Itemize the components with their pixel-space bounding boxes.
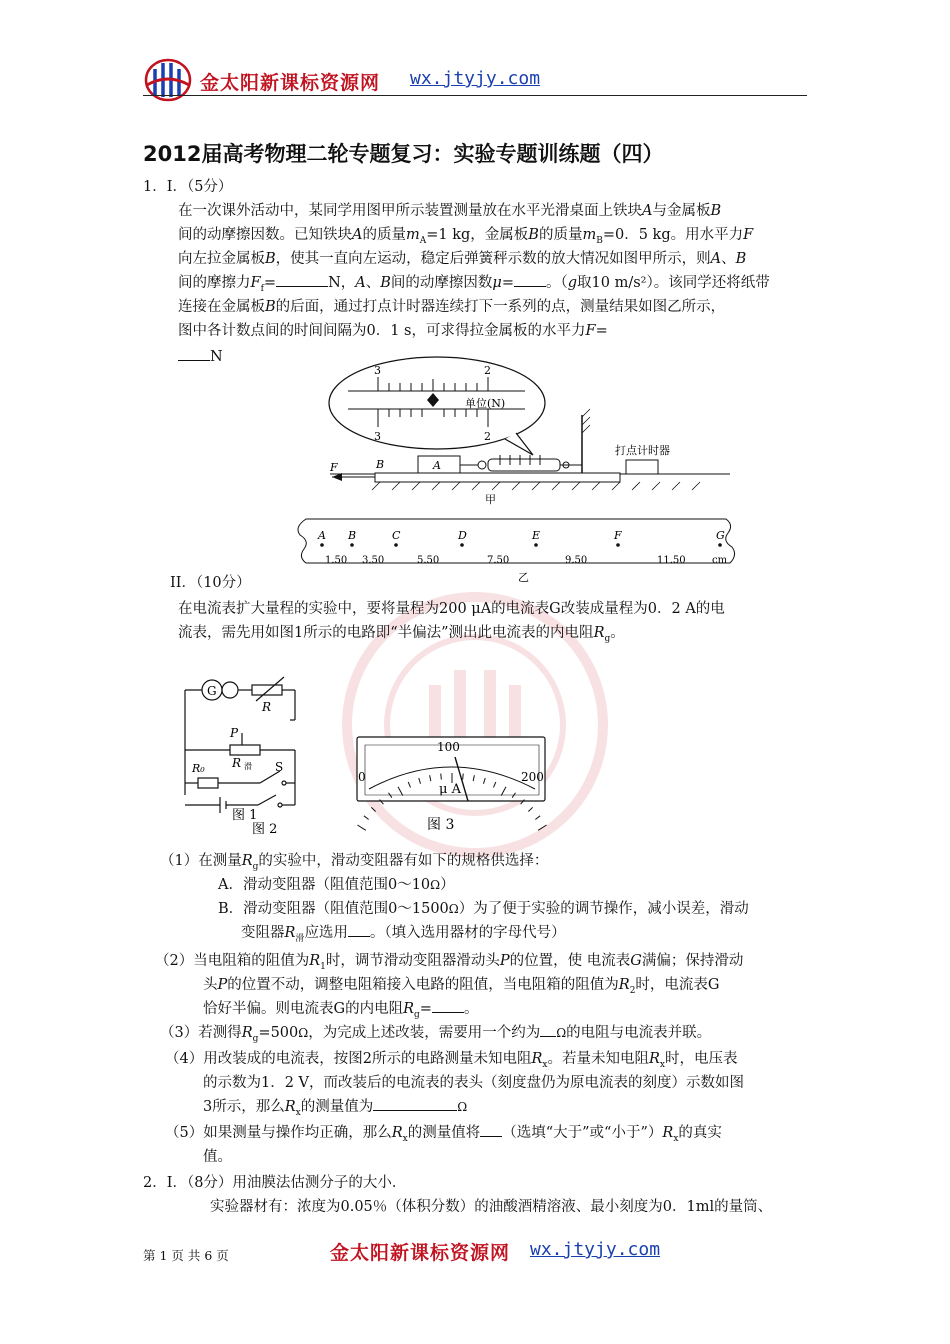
tape-distance: 9.50 xyxy=(565,555,588,566)
circuit-p: P xyxy=(230,726,239,740)
circuit-cap2: 图 2 xyxy=(252,822,278,835)
sub4-c: 3所示，那么$R_x$的测量值为 Ω xyxy=(203,1096,467,1124)
circuit-g: G xyxy=(207,684,217,698)
q1b-line1: 在电流表扩大量程的实验中，要将量程为200 μA的电流表G改装成量程为0．2 A的电 xyxy=(178,601,725,617)
tape-dot xyxy=(616,543,620,547)
meter-caption: 图 3 xyxy=(427,817,455,833)
q1-head: 1．I．（5分） xyxy=(143,179,233,195)
sub5: （5）如果测量与操作均正确，那么$R_x$的测量值将 （选填“大于”或“小于$”)R_x$的真实 xyxy=(165,1122,722,1150)
scale-top-right: 2 xyxy=(484,364,491,377)
label-A: A xyxy=(433,459,441,472)
timer-label: 打点计时器 xyxy=(615,444,670,457)
sub4: （4）用改装成的电流表，按图2所示的电路测量未知电阻$R_x$。若量未知电阻$R_x$时，电压表 xyxy=(165,1051,738,1070)
tape-point-A: A xyxy=(318,529,326,542)
label-F: F xyxy=(330,461,338,474)
figure-meter xyxy=(355,735,550,835)
caption-jia: 甲 xyxy=(485,493,496,506)
q2-line1: 实验器材有：浓度为0.05％（体积分数）的油酸酒精溶液、最小刻度为0．1ml的量筒、 xyxy=(210,1199,773,1215)
tape-point-F: F xyxy=(614,529,622,542)
meter-tick xyxy=(538,825,546,830)
q2-head: 2．I．（8分）用油膜法估测分子的大小． xyxy=(143,1175,407,1191)
sub1-b3: 变阻器$R_滑$应选用 。（填入选用器材的字母代号） xyxy=(241,922,566,950)
tape-distance: 7.50 xyxy=(487,555,510,566)
tape-dot xyxy=(320,543,324,547)
q1-line4: 间的摩擦力$F_f= N$，A、B间的动摩擦因数μ= 。（g取10 m/s²）。该同学还将纸带 xyxy=(178,272,770,300)
tape-distance: 5.50 xyxy=(417,555,440,566)
header-divider xyxy=(143,95,807,96)
tape-distance: 3.50 xyxy=(362,555,385,566)
circuit-rhua: R xyxy=(232,756,242,770)
sub1: （1）在测量$R_g$的实验中，滑动变阻器有如下的规格供选择： xyxy=(160,853,549,872)
meter-tick xyxy=(535,816,540,820)
circuit-rhua-sub: 滑 xyxy=(244,762,252,771)
meter-unit: μ A xyxy=(439,782,461,797)
unit-label: 单位(N) xyxy=(465,397,506,410)
tape-point-E: E xyxy=(532,529,541,542)
sub4-b: 的示数为1．2 V，而改装后的电流表的表头（刻度盘仍为原电流表的刻度）示数如图 xyxy=(203,1075,745,1091)
label-B: B xyxy=(376,458,385,471)
scale-bot-right: 2 xyxy=(484,430,491,443)
q1b-line2: 流表，需先用如图1所示的电路即“半偏法”测出此电流表的内电阻$R_g$。 xyxy=(178,625,625,644)
q1-line1: 在一次课外活动中，某同学用图甲所示装置测量放在水平光滑桌面上铁块A与金属板B xyxy=(178,203,722,219)
meter-max: 200 xyxy=(521,770,544,784)
meter-tick xyxy=(528,807,532,811)
tape-point-C: C xyxy=(392,529,401,542)
sub1-a: A．滑动变阻器（阻值范围0～10Ω） xyxy=(218,877,455,893)
tape-unit: cm xyxy=(712,555,728,566)
sub5-b: 值。 xyxy=(203,1149,232,1165)
scale-bot-left: 3 xyxy=(374,430,381,443)
tape-dot xyxy=(718,543,722,547)
footer-brand: 金太阳新课标资源网 xyxy=(330,1242,511,1264)
meter-min: 0 xyxy=(358,770,366,784)
q1b-head: II．（10分） xyxy=(170,575,251,591)
tape-point-G: G xyxy=(716,529,725,542)
sub2-c: 恰好半偏。则电流表G的内电阻$R_g=$ 。 xyxy=(203,998,478,1026)
sub3: （3）若测得$R_g=500\Omega$，为完成上述改装，需要用一个约为 Ω的电阻与电流表并联。 xyxy=(160,1022,711,1050)
q1-line3: 向左拉金属板B，使其一直向左运动，稳定后弹簧秤示数的放大情况如图甲所示，则A、B xyxy=(178,251,747,267)
circuit-r: R xyxy=(262,700,272,714)
tape-dot xyxy=(460,543,464,547)
sub1-b: B．滑动变阻器（阻值范围0～1500Ω）为了便于实验的调节操作，减小误差，滑动 xyxy=(218,901,749,917)
circuit-cap1: 图 1 xyxy=(232,808,258,823)
q1-line2: 间的动摩擦因数。已知铁块A的质量$m_A=1$ kg，金属板B的质量$m_B=0$．5 kg。用水平力F xyxy=(178,227,754,246)
q1-line7: N xyxy=(178,346,223,368)
tape-point-D: D xyxy=(458,529,467,542)
meter-tick xyxy=(371,807,375,811)
circuit-s: S xyxy=(275,760,284,774)
sub2-b: 头P的位置不动，调整电阻箱接入电路的阻值，当电阻箱的阻值为$R_2$时，电流表G xyxy=(203,977,720,996)
figure-jia xyxy=(320,355,740,510)
q1-line6: 图中各计数点间的时间间隔为0．1 s，可求得拉金属板的水平力F= xyxy=(178,323,608,339)
tape-dot xyxy=(350,543,354,547)
logo-icon xyxy=(143,55,193,105)
tape-distance: 1.50 xyxy=(325,555,348,566)
tape-distance: 11.50 xyxy=(657,555,686,566)
meter-tick xyxy=(441,774,442,780)
sub2: （2）当电阻箱的阻值为$R_1$时，调节滑动变阻器滑动头P的位置，使 电流表G满偏；保持滑动 xyxy=(155,953,744,972)
tape-point-B: B xyxy=(348,529,357,542)
footer-page-number: 第 1 页 共 6 页 xyxy=(143,1248,229,1263)
scale-top-left: 3 xyxy=(374,364,381,377)
figure-circuit xyxy=(180,675,325,835)
meter-tick xyxy=(357,825,365,830)
caption-yi: 乙 xyxy=(518,571,529,584)
meter-mid: 100 xyxy=(437,740,460,754)
meter-tick xyxy=(463,774,464,780)
tape-dot xyxy=(394,543,398,547)
tape-dot xyxy=(534,543,538,547)
circuit-r0: R₀ xyxy=(192,762,205,775)
q1-line5: 连接在金属板B的后面，通过打点计时器连续打下一系列的点，测量结果如图乙所示， xyxy=(178,299,726,315)
page-title: 2012届高考物理二轮专题复习：实验专题训练题（四） xyxy=(143,142,664,166)
figure-yi xyxy=(292,513,742,585)
footer-url-link[interactable]: wx.jtyjy.com xyxy=(530,1239,661,1260)
header-brand: 金太阳新课标资源网 xyxy=(200,72,381,94)
meter-tick xyxy=(364,816,369,820)
header-url-link[interactable]: wx.jtyjy.com xyxy=(410,68,541,89)
